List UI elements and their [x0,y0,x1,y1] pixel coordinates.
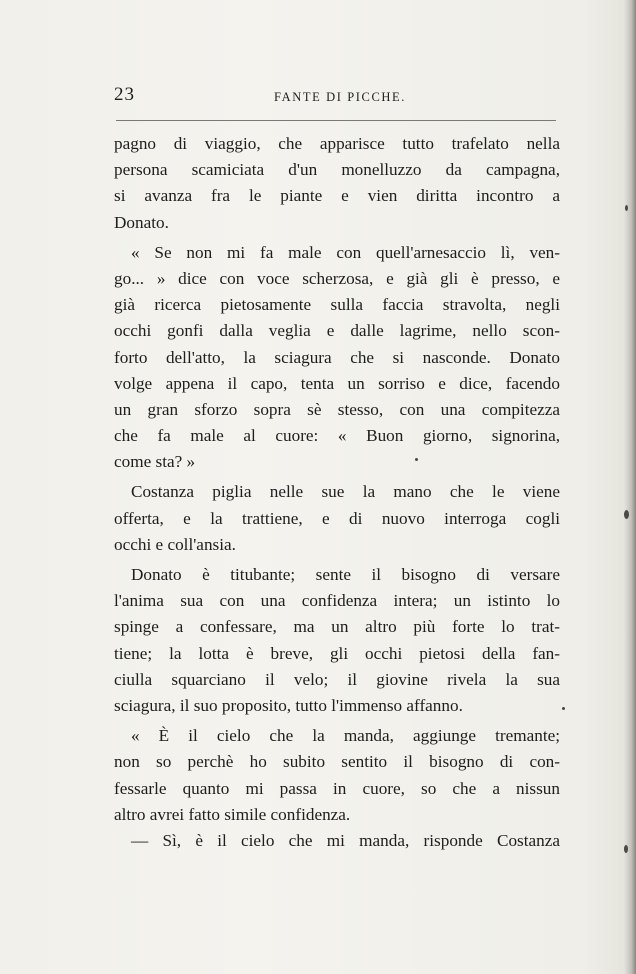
page-edge-shadow [624,0,636,974]
text-line: Costanza piglia nelle sue la mano che le viene [131,482,560,502]
text-line: — Sì, è il cielo che mi manda, risponde Costanza [131,830,560,850]
ink-speck [624,845,628,853]
ink-speck [624,510,629,519]
text-line: si avanza fra le piante e vien diritta incontro a [114,186,560,206]
text-line: sciagura, il suo proposito, tutto l'immenso affanno. [114,695,463,715]
text-line: Donato. [114,212,169,232]
text-line: già ricerca pietosamente sulla faccia stravolta, negli [114,295,560,315]
running-head [114,82,556,108]
text-line: un gran sforzo sopra sè stesso, con una compitezza [114,399,560,419]
text-line: offerta, e la trattiene, e di nuovo interroga cogli [114,508,560,528]
text-line: tiene; la lotta è breve, gli occhi pietosi della fan- [114,643,560,663]
text-line: occhi gonfi dalla veglia e dalle lagrime, nello scon- [114,321,560,341]
text-line: spinge a confessare, ma un altro più forte lo trat- [114,617,560,637]
text-line: non so perchè ho subito sentito il bisogno di con- [114,752,560,772]
body-text [114,131,560,854]
ink-speck [625,205,628,211]
text-line: ciulla squarciano il velo; il giovine rivela la sua [114,669,560,689]
text-line: Donato è titubante; sente il bisogno di versare [131,565,560,584]
page-number: 23 [114,84,135,105]
text-line: fessarle quanto mi passa in cuore, so che a nissun [114,778,560,798]
ink-speck [562,707,565,710]
text-line: « È il cielo che la manda, aggiunge tremante; [131,726,560,746]
header-rule [116,120,556,121]
text-line: l'anima sua con una confidenza intera; un istinto lo [114,591,560,611]
text-line: altro avrei fatto simile confidenza. [114,804,351,824]
ink-speck [415,458,418,461]
text-line: occhi e coll'ansia. [114,534,236,554]
text-line: volge appena il capo, tenta un sorriso e dice, facendo [114,373,560,393]
text-line: come sta? » [114,452,196,472]
text-line: che fa male al cuore: « Buon giorno, signorina, [114,426,560,446]
text-line: pagno di viaggio, che apparisce tutto trafelato nella [114,134,560,153]
running-title: FANTE DI PICCHE. [274,90,406,104]
text-line: forto dell'atto, la sciagura che si nasconde. Donato [114,347,560,367]
text-line: persona scamiciata d'un monelluzzo da campagna, [114,160,560,180]
text-line: go... » dice con voce scherzosa, e già gli è presso, e [114,268,560,288]
text-line: « Se non mi fa male con quell'arnesaccio lì, ven- [131,242,560,262]
